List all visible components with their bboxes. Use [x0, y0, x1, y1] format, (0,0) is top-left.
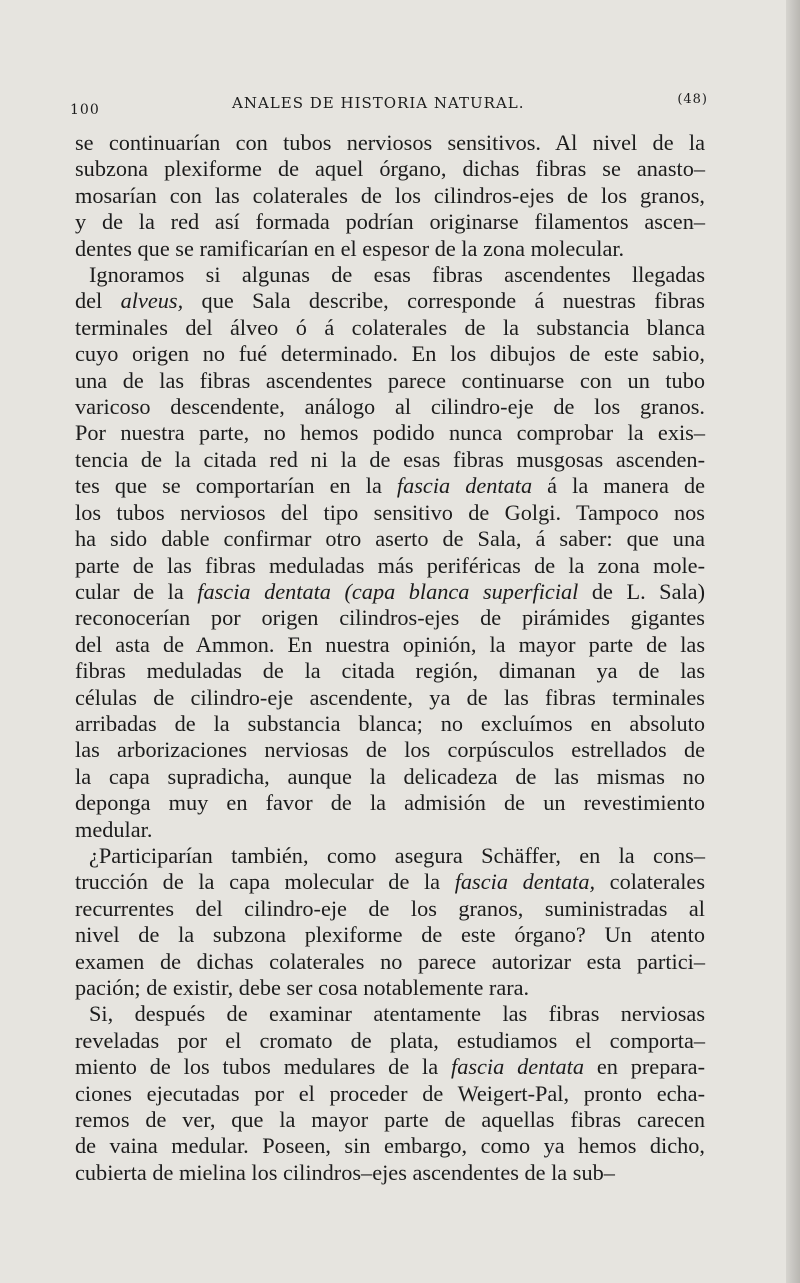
- text-line: de vaina medular. Poseen, sin embargo, como ya hemos dicho,: [75, 1133, 705, 1159]
- text-line: las arborizaciones nerviosas de los corpúsculos estrellados de: [75, 737, 705, 763]
- italic-term: fascia dentata: [396, 473, 533, 499]
- text-line: del asta de Ammon. En nuestra opinión, la mayor parte de las: [75, 631, 705, 657]
- text-line: examen de dichas colaterales no parece autorizar esta partici–: [75, 948, 705, 974]
- sheet-signature: (48): [677, 92, 708, 107]
- text-line: mosarían con las colaterales de los cilindros-ejes de los granos,: [75, 182, 705, 208]
- text-line: nivel de la subzona plexiforme de este órgano? Un atento: [75, 922, 705, 948]
- paragraph: [75, 1001, 705, 1186]
- italic-term: fascia dentata,: [454, 869, 596, 895]
- text-line: cuyo origen no fué determinado. En los dibujos de este sabio,: [75, 341, 705, 367]
- body-text: [75, 130, 705, 1186]
- paragraph: [75, 262, 705, 843]
- text-line: la capa supradicha, aunque la delicadeza de las mismas no: [75, 763, 705, 789]
- text-line: células de cilindro-eje ascendente, ya de las fibras terminales: [75, 684, 705, 710]
- text-line: miento de los tubos medulares de la fascia dentata en prepara-: [75, 1054, 705, 1080]
- text-line: remos de ver, que la mayor parte de aquellas fibras carecen: [75, 1107, 705, 1133]
- text-line: Por nuestra parte, no hemos podido nunca comprobar la exis–: [75, 420, 705, 446]
- text-line: reconocerían por origen cilindros-ejes de pirámides gigantes: [75, 605, 705, 631]
- text-line: cubierta de mielina los cilindros–ejes ascendentes de la sub–: [75, 1159, 615, 1185]
- paragraph: [75, 843, 705, 1001]
- running-header: [70, 92, 710, 122]
- text-line: tes que se comportarían en la fascia dentata á la manera de: [75, 473, 705, 499]
- text-line: Ignoramos si algunas de esas fibras ascendentes llegadas: [89, 262, 705, 288]
- text-line: ¿Participarían también, como asegura Schäffer, en la cons–: [89, 842, 705, 868]
- text-line: dentes que se ramificarían en el espesor de la zona molecular.: [75, 235, 625, 261]
- text-line: los tubos nerviosos del tipo sensitivo de Golgi. Tampoco nos: [75, 499, 705, 525]
- text-line: arribadas de la substancia blanca; no excluímos en absoluto: [75, 710, 705, 736]
- text-line: ciones ejecutadas por el proceder de Weigert-Pal, pronto echa-: [75, 1080, 705, 1106]
- text-line: deponga muy en favor de la admisión de un revestimiento: [75, 790, 705, 816]
- text-line: tencia de la citada red ni la de esas fibras musgosas ascenden-: [75, 446, 705, 472]
- italic-term: fascia dentata (capa blanca superficial: [197, 578, 579, 604]
- text-line: ha sido dable confirmar otro aserto de Sala, á saber: que una: [75, 526, 705, 552]
- text-line: subzona plexiforme de aquel órgano, dichas fibras se anasto–: [75, 156, 705, 182]
- text-line: fibras meduladas de la citada región, dimanan ya de las: [75, 658, 705, 684]
- text-line: del alveus, que Sala describe, corresponde á nuestras fibras: [75, 288, 705, 314]
- text-line: varicoso descendente, análogo al cilindro-eje de los granos.: [75, 394, 705, 420]
- text-line: trucción de la capa molecular de la fascia dentata, colaterales: [75, 869, 705, 895]
- text-line: recurrentes del cilindro-eje de los granos, suministradas al: [75, 895, 705, 921]
- text-line: reveladas por el cromato de plata, estudiamos el comporta–: [75, 1027, 705, 1053]
- paragraph: [75, 130, 705, 262]
- page-edge-shadow: [786, 0, 800, 1283]
- italic-term: alveus,: [120, 288, 184, 314]
- text-line: y de la red así formada podrían originarse filamentos ascen–: [75, 209, 705, 235]
- text-line: medular.: [75, 816, 153, 842]
- text-line: terminales del álveo ó á colaterales de la substancia blanca: [75, 314, 705, 340]
- text-line: se continuarían con tubos nerviosos sensitivos. Al nivel de la: [75, 130, 705, 155]
- italic-term: fascia dentata: [451, 1054, 584, 1080]
- text-line: Si, después de examinar atentamente las fibras nerviosas: [89, 1001, 705, 1027]
- text-line: cular de la fascia dentata (capa blanca superficial de L. Sala): [75, 578, 705, 604]
- journal-title: ANALES DE HISTORIA NATURAL.: [232, 94, 525, 112]
- text-line: una de las fibras ascendentes parece continuarse con un tubo: [75, 367, 705, 393]
- text-line: parte de las fibras meduladas más periféricas de la zona mole-: [75, 552, 705, 578]
- page-number: 100: [70, 102, 100, 118]
- text-line: pación; de existir, debe ser cosa notablemente rara.: [75, 975, 530, 1000]
